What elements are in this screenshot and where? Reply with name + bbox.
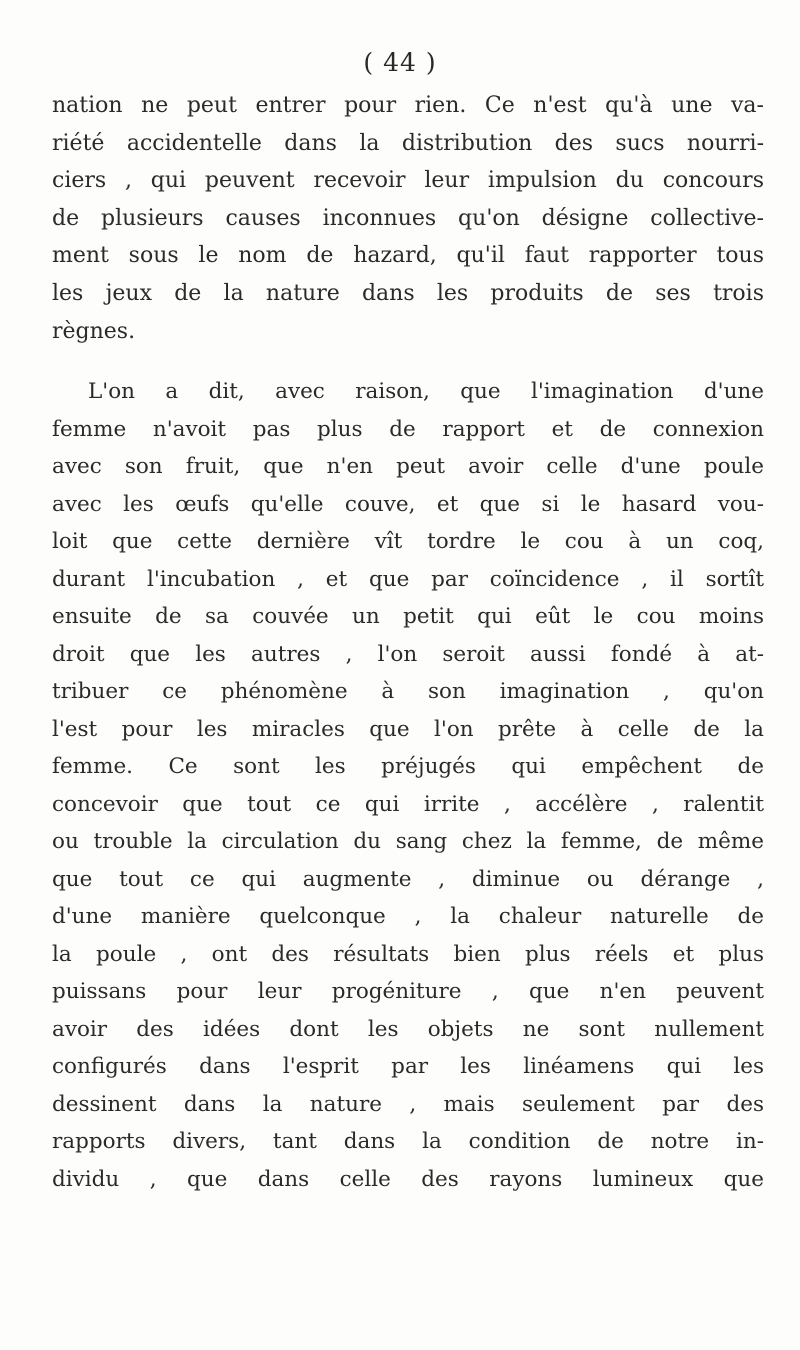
paragraph-2: [52, 373, 764, 1198]
text-line: avoir des idées dont les objets ne sont nullement: [52, 1016, 764, 1042]
text-line: tribuer ce phénomène à son imagination , qu'on: [52, 679, 764, 705]
text-line: durant l'incubation , et que par coïncidence , il sortît: [52, 566, 764, 592]
paragraph-gap: [52, 350, 764, 373]
text-line: la poule , ont des résultats bien plus réels et plus: [52, 941, 764, 967]
text-line: droit que les autres , l'on seroit aussi fondé à at-: [52, 641, 764, 667]
text-line: nation ne peut entrer pour rien. Ce n'est qu'à une va-: [52, 93, 764, 118]
page-text: [52, 87, 764, 1198]
text-line: loit que cette dernière vît tordre le cou à un coq,: [52, 529, 764, 555]
text-line: d'une manière quelconque , la chaleur naturelle de: [52, 904, 764, 930]
text-line: règnes.: [52, 318, 136, 344]
text-line: dividu , que dans celle des rayons lumineux que: [52, 1166, 764, 1192]
text-line: les jeux de la nature dans les produits de ses trois: [52, 280, 764, 306]
text-line: ciers , qui peuvent recevoir leur impulsion du concours: [52, 168, 764, 194]
text-line: puissans pour leur progéniture , que n'en peuvent: [52, 979, 764, 1005]
text-line: l'est pour les miracles que l'on prête à celle de la: [52, 716, 764, 742]
text-line: femme n'avoit pas plus de rapport et de connexion: [52, 416, 764, 442]
text-line: L'on a dit, avec raison, que l'imagination d'une: [88, 379, 764, 405]
text-line: femme. Ce sont les préjugés qui empêchent de: [52, 754, 764, 780]
text-line: rapports divers, tant dans la condition de notre in-: [52, 1129, 764, 1155]
text-line: avec son fruit, que n'en peut avoir celle d'une poule: [52, 454, 764, 480]
text-line: riété accidentelle dans la distribution des sucs nourri-: [52, 130, 764, 156]
text-line: de plusieurs causes inconnues qu'on désigne collective-: [52, 205, 764, 231]
text-line: avec les œufs qu'elle couve, et que si le hasard vou-: [52, 491, 764, 517]
text-line: configurés dans l'esprit par les linéamens qui les: [52, 1054, 764, 1080]
paragraph-1: [52, 87, 764, 350]
text-line: ment sous le nom de hazard, qu'il faut rapporter tous: [52, 243, 764, 269]
page-number: ( 44 ): [363, 48, 437, 77]
text-line: concevoir que tout ce qui irrite , accélère , ralentit: [52, 791, 764, 817]
text-line: ensuite de sa couvée un petit qui eût le cou moins: [52, 604, 764, 630]
text-line: ou trouble la circulation du sang chez la femme, de même: [52, 829, 764, 855]
text-line: dessinent dans la nature , mais seulement par des: [52, 1091, 764, 1117]
text-line: que tout ce qui augmente , diminue ou dérange ,: [52, 866, 764, 892]
